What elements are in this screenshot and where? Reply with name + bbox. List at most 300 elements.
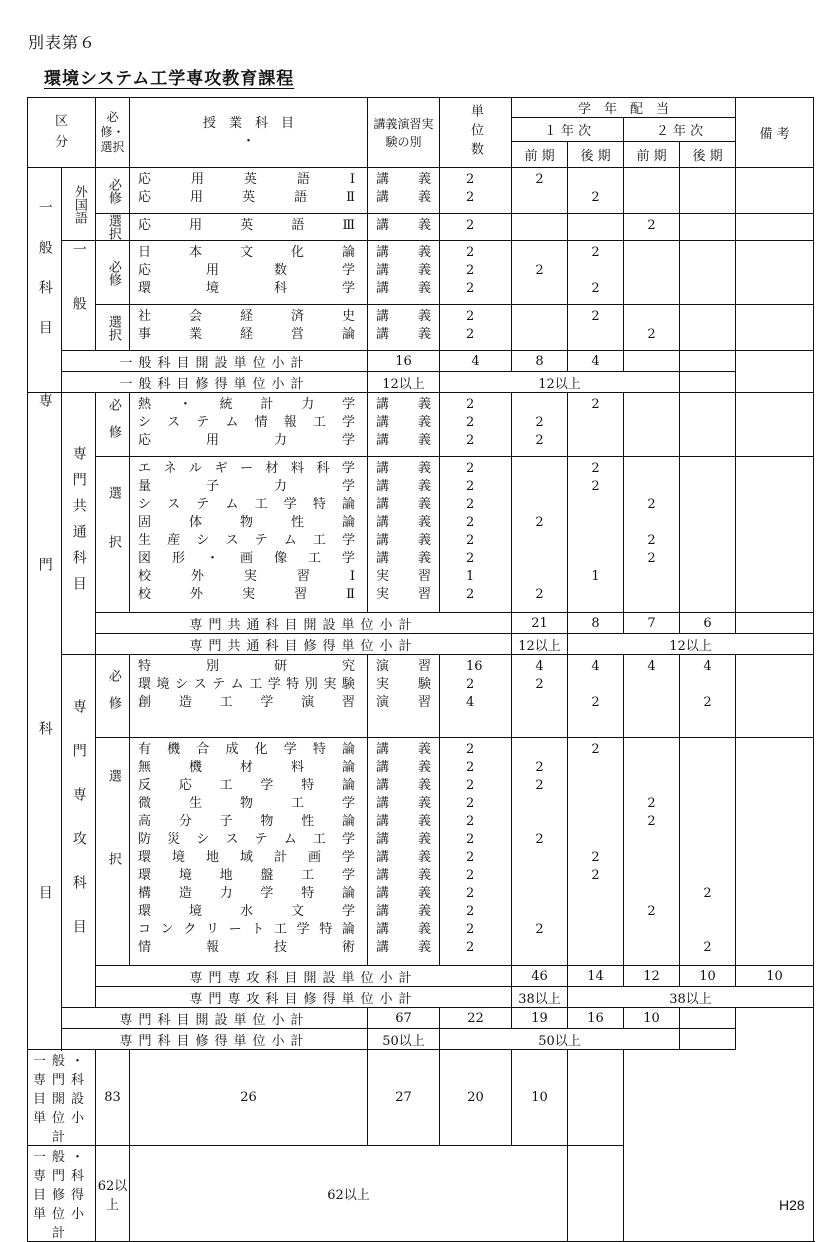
subtotal-label: 専門科目開設単位小計 <box>62 1008 368 1029</box>
subtotal-semester: 8 <box>568 613 624 634</box>
subject-list <box>130 168 368 214</box>
cell-value: 2 <box>466 796 475 811</box>
cell-value: 環 境 地 盤 工 学 <box>138 868 356 883</box>
credit-list <box>440 168 512 214</box>
cell-value: 実 験 <box>376 677 432 692</box>
subtotal-semester: 19 <box>512 1008 568 1029</box>
cell-value: エ ネ ル ギ ー 材 料 科 学 <box>138 461 355 476</box>
cell-value <box>624 849 679 867</box>
cell-value <box>624 262 679 280</box>
subtotal-semester: 14 <box>568 966 624 987</box>
subtotal-semester: 10 <box>680 966 736 987</box>
cell-value <box>568 831 623 849</box>
cell-value: 16 <box>466 659 483 674</box>
subtotal-semester: 8 <box>512 351 568 372</box>
header-allocation: 学 年 配 当 <box>512 98 736 118</box>
cell-value: 講 義 <box>376 832 432 847</box>
cell-value: 講 義 <box>376 281 432 296</box>
cell-value: 校 外 実 習 Ⅱ <box>138 587 355 602</box>
cell-value <box>568 777 623 795</box>
cell-value: 2 <box>703 886 712 901</box>
group-general-2: 一般 <box>62 241 96 351</box>
cell-value: 微 生 物 工 学 <box>138 796 355 811</box>
remarks-cell <box>736 168 814 214</box>
cell-value: 環 境 地 域 計 画 学 <box>138 850 355 865</box>
subtotal-credits: 62以上 <box>96 1146 130 1242</box>
cell-value <box>624 759 679 777</box>
page-number: H28 <box>779 1197 805 1213</box>
cell-value: 2 <box>466 886 475 901</box>
cell-value <box>512 568 567 586</box>
cell-value: 2 <box>591 479 600 494</box>
cell-value: 2 <box>466 397 475 412</box>
remarks-cell <box>568 1146 624 1242</box>
elective-label: 選択 <box>96 457 130 613</box>
cell-value <box>680 676 735 694</box>
cell-value: 2 <box>466 922 475 937</box>
cell-value: 2 <box>466 281 475 296</box>
subtotal-semester: 16 <box>568 1008 624 1029</box>
cell-value: 2 <box>591 695 600 710</box>
subtotal-allocation: 62以上 <box>130 1146 568 1242</box>
header-year1: １ 年 次 <box>512 118 624 142</box>
remarks-cell <box>680 372 736 393</box>
cell-value: 2 <box>591 742 600 757</box>
header-credits: 単位数 <box>440 98 512 168</box>
cell-value: 演 習 <box>376 695 432 710</box>
cell-value: 2 <box>466 218 475 233</box>
cell-value <box>680 741 735 759</box>
cell-value <box>680 308 735 326</box>
total-row <box>28 1146 814 1242</box>
cell-value: 2 <box>466 940 475 955</box>
cell-value: 2 <box>591 281 600 296</box>
header-y1-second: 後 期 <box>568 142 624 168</box>
cell-value: 講 義 <box>376 190 432 205</box>
cell-value <box>512 741 567 759</box>
cell-value <box>624 414 679 432</box>
cell-value: 講 義 <box>376 551 432 566</box>
cell-value <box>512 903 567 921</box>
cell-value: 講 義 <box>376 886 432 901</box>
cell-value: 2 <box>466 904 475 919</box>
group-common: 専門共通科目 <box>62 393 96 655</box>
cell-value: 2 <box>535 263 544 278</box>
cell-value: 2 <box>535 515 544 530</box>
cell-value <box>568 885 623 903</box>
cell-value: 講 義 <box>376 814 432 829</box>
cell-value <box>512 396 567 414</box>
subtotal-semester: 22 <box>440 1008 512 1029</box>
subtotal-semester: 20 <box>440 1050 512 1146</box>
cell-value: 応 用 力 学 <box>138 433 355 448</box>
subtotal-row <box>28 966 814 987</box>
cell-value: 2 <box>466 587 475 602</box>
cell-value: 講 義 <box>376 479 432 494</box>
cell-value <box>624 189 679 207</box>
subtotal-credits: 12以上 <box>368 372 440 393</box>
remarks-cell <box>680 351 736 372</box>
cell-value <box>568 414 623 432</box>
class-type-list <box>368 168 440 214</box>
cell-value <box>568 759 623 777</box>
cell-value: 講 義 <box>376 868 432 883</box>
cell-value: 講 義 <box>376 940 432 955</box>
subtotal-label: 専門科目修得単位小計 <box>62 1029 368 1050</box>
cell-value <box>624 244 679 262</box>
subtotal-label: 一般科目開設単位小計 <box>62 351 368 372</box>
header-y1-first: 前 期 <box>512 142 568 168</box>
table-row <box>28 168 814 214</box>
header-y2-first: 前 期 <box>624 142 680 168</box>
cell-value: 2 <box>466 551 475 566</box>
cell-value: 2 <box>535 922 544 937</box>
cell-value: 2 <box>535 760 544 775</box>
subtotal-row <box>28 1008 814 1029</box>
cell-value: シ ス テ ム 工 学 特 論 <box>138 497 356 512</box>
cell-value <box>568 813 623 831</box>
cell-value <box>680 432 735 450</box>
cell-value <box>568 171 623 189</box>
cell-value: 2 <box>535 778 544 793</box>
subtotal-row <box>28 351 814 372</box>
cell-value <box>624 939 679 957</box>
cell-value <box>568 262 623 280</box>
subtotal-label: 専門共通科目開設単位小計 <box>96 613 512 634</box>
subtotal-semester: 7 <box>624 613 680 634</box>
cell-value: 環 境 シ ス テ ム 工 学 特 別 実 験 <box>138 677 355 692</box>
subtotal-semester: 10 <box>736 966 814 987</box>
header-subject: 授 業 科 目 ・ <box>130 98 368 168</box>
subtotal-allocation: 12以上 <box>568 634 814 655</box>
cell-value: 2 <box>466 850 475 865</box>
cell-value <box>512 849 567 867</box>
cell-value: 2 <box>466 814 475 829</box>
cell-value: 2 <box>466 461 475 476</box>
cell-value <box>680 189 735 207</box>
cell-value: 2 <box>466 433 475 448</box>
cell-value <box>568 903 623 921</box>
cell-value <box>680 217 735 235</box>
cell-value: 情 報 技 術 <box>138 940 355 955</box>
cell-value <box>624 586 679 604</box>
cell-value: 反 応 工 学 特 論 <box>138 778 356 793</box>
cell-value: 2 <box>466 497 475 512</box>
required-label: 必修 <box>96 393 130 457</box>
curriculum-table <box>27 97 814 1242</box>
cell-value <box>568 586 623 604</box>
cell-value: 生 産 シ ス テ ム 工 学 <box>138 533 356 548</box>
cell-value <box>680 777 735 795</box>
cell-value <box>512 694 567 712</box>
subtotal-semester <box>736 613 814 634</box>
cell-value <box>680 244 735 262</box>
cell-value <box>680 262 735 280</box>
cell-value: 講 義 <box>376 497 432 512</box>
cell-value: 2 <box>703 695 712 710</box>
cell-value <box>512 939 567 957</box>
cell-value <box>512 813 567 831</box>
cell-value: 2 <box>466 479 475 494</box>
subtotal-label: 一般・専門科目修得単位小計 <box>28 1146 96 1242</box>
cell-value: 構 造 力 学 特 論 <box>138 886 356 901</box>
cell-value: 2 <box>535 832 544 847</box>
subtotal-allocation: 50以上 <box>440 1029 680 1050</box>
cell-value: 講 義 <box>376 172 432 187</box>
cell-value: 2 <box>591 397 600 412</box>
cell-value <box>512 280 567 298</box>
cell-value <box>680 280 735 298</box>
cell-value: 2 <box>647 497 656 512</box>
cell-value <box>512 326 567 344</box>
cell-value <box>680 586 735 604</box>
subtotal-label: 一般科目修得単位小計 <box>62 372 368 393</box>
subtotal-semester: 6 <box>680 613 736 634</box>
subtotal-credits: 67 <box>368 1008 440 1029</box>
table-row <box>28 241 814 305</box>
cell-value: 2 <box>535 415 544 430</box>
cell-value: 2 <box>591 868 600 883</box>
cell-value: 2 <box>466 172 475 187</box>
elective-label: 選択 <box>96 738 130 966</box>
cell-value <box>512 532 567 550</box>
cell-value: 2 <box>466 742 475 757</box>
required-label: 必修 <box>96 168 130 214</box>
cell-value <box>680 795 735 813</box>
cell-value <box>624 460 679 478</box>
cell-value: 2 <box>466 778 475 793</box>
header-class-type: 講義演習実験の別 <box>368 98 440 168</box>
subtotal-semester: 10 <box>624 1008 680 1029</box>
cell-value <box>680 921 735 939</box>
cell-value: 講 義 <box>376 433 432 448</box>
cell-value <box>680 550 735 568</box>
cell-value <box>680 759 735 777</box>
group-specialized: 専門科目 <box>28 393 62 1050</box>
cell-value: 講 義 <box>376 245 432 260</box>
cell-value: コ ン ク リ ー ト 工 学 特 論 <box>138 922 355 937</box>
cell-value: 2 <box>466 190 475 205</box>
cell-value <box>568 550 623 568</box>
cell-value <box>680 496 735 514</box>
cell-value: 2 <box>466 515 475 530</box>
cell-value: 実 習 <box>376 587 432 602</box>
document-title: 環境システム工学専攻教育課程 <box>44 69 295 89</box>
subtotal-semester: 12 <box>624 966 680 987</box>
required-label: 必修 <box>96 655 130 738</box>
cell-value <box>680 568 735 586</box>
cell-value <box>680 460 735 478</box>
cell-value <box>680 903 735 921</box>
cell-value: 2 <box>466 263 475 278</box>
cell-value: 高 分 子 物 性 論 <box>138 814 356 829</box>
cell-value: 2 <box>647 904 656 919</box>
remarks-cell <box>568 1050 624 1146</box>
cell-value: 講 義 <box>376 742 432 757</box>
cell-value: 2 <box>591 461 600 476</box>
cell-value <box>624 867 679 885</box>
cell-value <box>568 217 623 235</box>
cell-value: 2 <box>703 940 712 955</box>
cell-value <box>624 777 679 795</box>
cell-value: 有 機 合 成 化 学 特 論 <box>138 742 356 757</box>
cell-value <box>568 496 623 514</box>
cell-value <box>568 676 623 694</box>
cell-value <box>624 514 679 532</box>
subtotal-row <box>28 613 814 634</box>
subtotal-credits: 12以上 <box>512 634 568 655</box>
cell-value <box>512 460 567 478</box>
header-year2: ２ 年 次 <box>624 118 736 142</box>
cell-value <box>568 514 623 532</box>
subtotal-row <box>28 1029 814 1050</box>
cell-value <box>624 885 679 903</box>
cell-value: 創 造 工 学 演 習 <box>138 695 356 710</box>
cell-value <box>512 189 567 207</box>
cell-value: 2 <box>647 218 656 233</box>
table-row <box>28 305 814 351</box>
cell-value: 1 <box>591 569 600 584</box>
cell-value: 講 義 <box>376 218 432 233</box>
cell-value: 2 <box>466 327 475 342</box>
cell-value: 2 <box>466 760 475 775</box>
cell-value: 2 <box>466 832 475 847</box>
cell-value: 日 本 文 化 論 <box>138 245 355 260</box>
cell-value: 2 <box>647 551 656 566</box>
cell-value: 環 境 科 学 <box>138 281 355 296</box>
cell-value <box>624 432 679 450</box>
elective-label: 選択 <box>96 214 130 241</box>
subtotal-label: 専門専攻科目開設単位小計 <box>96 966 512 987</box>
cell-value <box>624 478 679 496</box>
header-remarks: 備 考 <box>736 98 814 168</box>
table-row <box>28 393 814 457</box>
cell-value <box>624 396 679 414</box>
cell-value <box>568 532 623 550</box>
cell-value <box>568 326 623 344</box>
cell-value <box>624 171 679 189</box>
subtotal-semester: 4 <box>568 351 624 372</box>
subtotal-semester: 26 <box>130 1050 368 1146</box>
cell-value <box>568 921 623 939</box>
cell-value <box>680 867 735 885</box>
cell-value: 4 <box>535 659 544 674</box>
cell-value <box>624 308 679 326</box>
header-y2-second: 後 期 <box>680 142 736 168</box>
subtotal-row <box>28 634 814 655</box>
cell-value: 講 義 <box>376 515 432 530</box>
cell-value: 4 <box>591 659 600 674</box>
table-row <box>28 457 814 613</box>
cell-value: 応 用 英 語 Ⅲ <box>138 218 355 233</box>
cell-value <box>512 478 567 496</box>
cell-value: 防 災 シ ス テ ム 工 学 <box>138 832 356 847</box>
cell-value: 応 用 数 学 <box>138 263 355 278</box>
cell-value <box>624 741 679 759</box>
header-kubun: 区 分 <box>28 98 96 168</box>
cell-value: 2 <box>466 245 475 260</box>
subtotal-semester: 4 <box>440 351 512 372</box>
subtotal-credits: 21 <box>512 613 568 634</box>
subtotal-credits: 50以上 <box>368 1029 440 1050</box>
subtotal-credits: 38以上 <box>512 987 568 1008</box>
cell-value: 講 義 <box>376 327 432 342</box>
cell-value: 講 義 <box>376 760 432 775</box>
cell-value <box>624 694 679 712</box>
cell-value <box>512 244 567 262</box>
cell-value <box>512 308 567 326</box>
subtotal-semester: 10 <box>512 1050 568 1146</box>
cell-value: 熱 ・ 統 計 力 学 <box>138 397 356 412</box>
cell-value <box>680 514 735 532</box>
cell-value: 2 <box>466 309 475 324</box>
subtotal-row <box>28 987 814 1008</box>
cell-value <box>680 414 735 432</box>
cell-value: 2 <box>535 677 544 692</box>
cell-value <box>512 795 567 813</box>
total-row <box>28 1050 814 1146</box>
cell-value: 講 義 <box>376 263 432 278</box>
cell-value <box>680 532 735 550</box>
cell-value <box>512 550 567 568</box>
cell-value: 講 義 <box>376 397 432 412</box>
cell-value: 応 用 英 語 Ⅱ <box>138 190 355 205</box>
cell-value: 講 義 <box>376 796 432 811</box>
cell-value: 4 <box>647 659 656 674</box>
required-label: 必修 <box>96 241 130 305</box>
cell-value: 図 形 ・ 画 像 工 学 <box>138 551 355 566</box>
subtotal-semester: 27 <box>368 1050 440 1146</box>
cell-value <box>680 478 735 496</box>
cell-value: 固 体 物 性 論 <box>138 515 355 530</box>
cell-value: 校 外 実 習 Ⅰ <box>138 569 355 584</box>
cell-value: 実 習 <box>376 569 432 584</box>
cell-value: 2 <box>466 533 475 548</box>
cell-value: 講 義 <box>376 922 432 937</box>
group-general: 一般科目 <box>28 168 62 393</box>
cell-value: 環 境 水 文 学 <box>138 904 355 919</box>
cell-value <box>512 217 567 235</box>
cell-value <box>568 432 623 450</box>
subtotal-label: 専門専攻科目修得単位小計 <box>96 987 512 1008</box>
subtotal-allocation: 38以上 <box>568 987 814 1008</box>
subtotal-allocation: 12以上 <box>440 372 680 393</box>
cell-value: 2 <box>535 172 544 187</box>
subtotal-credits: 16 <box>368 351 440 372</box>
subtotal-credits: 46 <box>512 966 568 987</box>
elective-label: 選択 <box>96 305 130 351</box>
cell-value: 講 義 <box>376 415 432 430</box>
cell-value <box>680 813 735 831</box>
subtotal-credits: 83 <box>96 1050 130 1146</box>
subtotal-semester <box>624 351 680 372</box>
subtotal-label: 一般・専門科目開設単位小計 <box>28 1050 96 1146</box>
cell-value <box>512 867 567 885</box>
cell-value <box>680 849 735 867</box>
cell-value: 演 習 <box>376 659 432 674</box>
cell-value: 講 義 <box>376 533 432 548</box>
cell-value: 2 <box>647 814 656 829</box>
cell-value: 2 <box>591 245 600 260</box>
cell-value: 講 義 <box>376 309 432 324</box>
cell-value: 4 <box>703 659 712 674</box>
cell-value: 量 子 力 学 <box>138 479 355 494</box>
header-required-elective: 必修・選択 <box>96 98 130 168</box>
group-foreign-language: 外国語 <box>62 168 96 241</box>
cell-value: 2 <box>591 309 600 324</box>
cell-value <box>624 921 679 939</box>
cell-value <box>512 496 567 514</box>
